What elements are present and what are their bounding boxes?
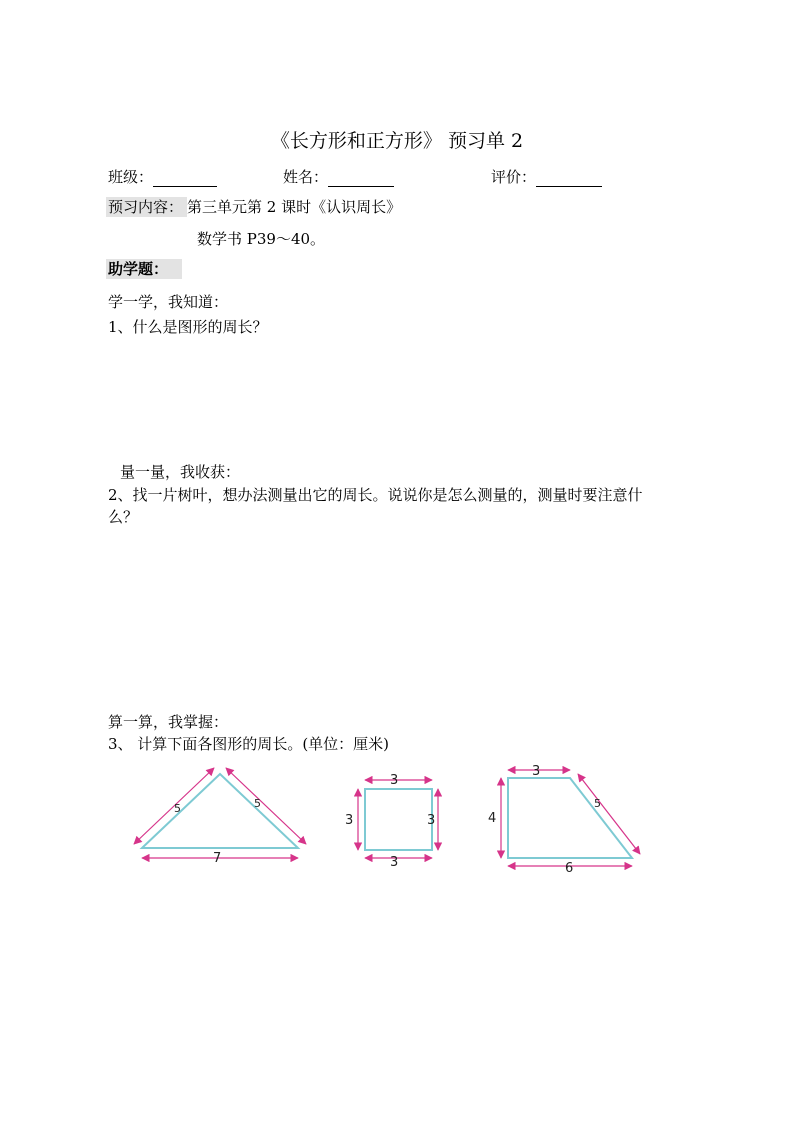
square-shape xyxy=(365,789,432,850)
trapezoid-top-label: 3 xyxy=(532,764,541,779)
trapezoid-shape xyxy=(508,778,632,858)
grade-field xyxy=(491,166,602,187)
triangle-figure xyxy=(134,768,306,866)
triangle-base-label: 7 xyxy=(213,851,222,866)
square-figure xyxy=(345,773,438,870)
question-2-line-2: 么？ xyxy=(108,508,139,526)
square-top-label: 3 xyxy=(390,773,399,788)
trapezoid-bottom-label: 6 xyxy=(565,861,574,876)
trapezoid-height-label: 4 xyxy=(488,811,497,826)
triangle-right-label: 5 xyxy=(254,797,261,810)
question-2-line-1: 2、找一片树叶，想办法测量出它的周长。说说你是怎么测量的，测量时要注意什 xyxy=(108,486,643,504)
preview-content xyxy=(106,196,401,217)
square-left-label: 3 xyxy=(345,813,354,828)
preview-text: 第三单元第 2 课时《认识周长》 xyxy=(187,198,402,216)
trapezoid-slant-dimension xyxy=(578,774,640,854)
measure-heading: 量一量，我收获： xyxy=(120,463,241,481)
class-blank[interactable] xyxy=(153,170,217,187)
preview-label: 预习内容： xyxy=(106,197,187,217)
trapezoid-slant-label: 5 xyxy=(594,797,601,810)
triangle-shape xyxy=(142,774,298,848)
preview-book: 数学书 P39～40。 xyxy=(197,230,326,248)
question-3: 3、 计算下面各图形的周长。(单位：厘米) xyxy=(108,735,390,753)
perimeter-figures xyxy=(120,760,660,880)
class-field xyxy=(108,166,217,187)
class-label: 班级： xyxy=(108,168,154,186)
trapezoid-figure xyxy=(488,764,640,876)
triangle-right-dimension xyxy=(226,768,306,844)
page-title: 《长方形和正方形》 预习单 2 xyxy=(270,130,524,152)
name-blank[interactable] xyxy=(328,170,394,187)
calc-heading: 算一算，我掌握： xyxy=(108,713,229,731)
triangle-left-label: 5 xyxy=(174,802,181,815)
name-label: 姓名： xyxy=(283,168,329,186)
grade-blank[interactable] xyxy=(536,170,602,187)
square-right-label: 3 xyxy=(427,813,436,828)
learn-heading: 学一学，我知道： xyxy=(108,293,229,311)
help-heading: 助学题： xyxy=(106,258,182,279)
name-field xyxy=(283,166,394,187)
grade-label: 评价： xyxy=(491,168,537,186)
question-1: 1、什么是图形的周长？ xyxy=(108,318,268,336)
square-bottom-label: 3 xyxy=(390,855,399,870)
